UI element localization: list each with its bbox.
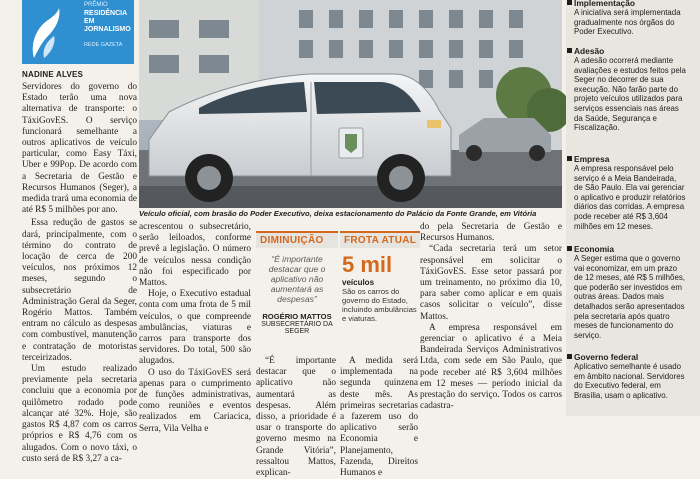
paragraph: Servidores do governo do Estado terão uma nova alternativa de transporte: o TáxiGovES. O serviço funcionará semelhante a outros aplicativos de veículo particular, como Easy Táxi, Uber e 99Pop. De acordo com a Secretaria de Gestão e Recursos Humanos (Seger), a medida trará uma economia de até R$ 5 milhões por ano. xyxy=(22,82,137,216)
award-badge xyxy=(22,0,134,64)
paragraph: A empresa responsável em gerenciar o aplicativo é a Meia Bandeirada Serviços Administrativos Ltda, com sede em São Paulo, que pode receber até R$ 3,604 milhões em 12 meses — período inicial da prestação do serviço. Todos os carros cadastra- xyxy=(420,322,562,412)
sidebar-text: A iniciativa será implementada gradualmente nos órgãos do Poder Executivo. xyxy=(574,8,681,37)
sidebar-heading: Economia xyxy=(566,244,686,254)
sidebar-heading: Adesão xyxy=(566,46,686,56)
pull-quote-heading: DIMINUIÇÃO xyxy=(256,231,338,248)
sidebar-item xyxy=(566,46,686,133)
sidebar-text: A adesão ocorrerá mediante avaliações e estudos feitos pela Seger no decorrer de sua execução. Não farão parte do projeto veículos utilizados para serviços essenciais nas áreas da Saúde, Segurança e Fiscalização. xyxy=(574,56,686,133)
article-column-1 xyxy=(22,82,137,465)
pull-quote-author: ROGÉRIO MATTOS xyxy=(262,312,332,321)
sidebar-item xyxy=(566,154,686,231)
sidebar-heading: Governo federal xyxy=(566,352,686,362)
sidebar-item xyxy=(566,244,686,340)
fleet-description: São os carros do governo do Estado, incluindo ambulâncias e viaturas. xyxy=(342,287,417,323)
sidebar-item xyxy=(566,352,686,400)
sidebar-item xyxy=(566,0,686,37)
article-column-3 xyxy=(256,356,336,479)
paragraph: Essa redução de gastos se dará, principalmente, com o término do contrato de locação de cerca de 200 veículos, nos próximos 12 meses, segundo o subsecretário de Administração Geral da Seger, Rogério Mattos. Também entram no cálculo as despesas com combustível, manutenção e contratação de motoristas terceirizados. xyxy=(22,218,137,363)
article-column-4 xyxy=(340,356,418,479)
sidebar-text: Aplicativo semelhante é usado em âmbito nacional. Servidores do Executivo federal, em Brasília, usam o aplicativo. xyxy=(574,362,685,400)
photo-caption: Veículo oficial, com brasão do Poder Executivo, deixa estacionamento do Palácio da Fonte Grande, em Vitória xyxy=(139,209,537,218)
paragraph: Um estudo realizado previamente pela secretaria concluiu que a economia por quilômetro rodado pode alcançar até 32%. Hoje, são gastos R$ 4,87 com os carros próprios e R$ 4,76 com os alugados. Com o novo táxi, o custo será de R$ 3,27 a ca- xyxy=(22,364,137,464)
article-column-5 xyxy=(420,222,562,412)
fleet-heading: FROTA ATUAL xyxy=(340,231,420,248)
sidebar-text: A empresa responsável pelo serviço é a Meia Bandeirada, de São Paulo. Ela vai gerenciar o aplicativo e produzir relatórios diários das corridas. A empresa pode receber até R$ 3,604 milhões em 12 meses. xyxy=(574,164,686,231)
sidebar-heading: Empresa xyxy=(566,154,686,164)
paragraph: O uso do TáxiGovES será apenas para o cumprimento de funções administrativas, como reuniões e eventos realizados em Cariacica, Serra, Vila Velha e xyxy=(139,367,251,434)
paragraph: A medida será implementada na segunda quinzena deste mês. As primeiras secretarias a fazerem uso do aplicativo serão Economia e Planejamento, Fazenda, Direitos Humanos e xyxy=(340,356,418,479)
swirl-logo-icon xyxy=(28,6,62,60)
article-photo xyxy=(139,0,562,208)
paragraph: “Cada secretaria terá um setor responsável em solicitar o TáxiGovES. Esse setor passará por um treinamento, no próximo dia 10, para saber como aplicar e em quais casos solicitar o veículo”, disse Mattos. xyxy=(420,244,562,322)
award-title: RESIDÊNCIA EM JORNALISMO xyxy=(84,10,131,33)
fleet-unit: veículos xyxy=(342,278,375,287)
fleet-fact-box xyxy=(340,231,420,323)
sidebar-text: A Seger estima que o governo vai economizar, em um prazo de 12 meses, até R$ 5 milhões, que poderão ser investidos em outras áreas. Dados mais detalhados serão apresentados pela secretaria após quatro meses de funcionamento do serviço. xyxy=(574,254,685,340)
paragraph: do pela Secretaria de Gestão e Recursos Humanos. xyxy=(420,222,562,244)
byline: NADINE ALVES xyxy=(22,70,84,79)
paragraph: Hoje, o Executivo estadual conta com uma frota de 5 mil veículos, o que compreende ambulâncias, viaturas e carros para transporte dos servidores. Do total, 500 são alugados. xyxy=(139,289,251,367)
fleet-number: 5 mil xyxy=(342,252,393,277)
article-column-2 xyxy=(139,222,251,435)
award-org: REDE GAZETA xyxy=(84,42,123,48)
paragraph: acrescentou o subsecretário, serão leiloados, conforme prevê a legislação. O número de veículos nessa condição não foi especificado por Mattos. xyxy=(139,222,251,289)
award-label: PRÊMIO xyxy=(84,2,108,8)
car-photo-illustration xyxy=(139,0,562,208)
sidebar-heading: Implementação xyxy=(566,0,686,8)
paragraph: “É importante destacar que o aplicativo não aumentará as despesas. Além disso, a prioridade é usar o transporte do governo mesmo na Grande Vitória”, ressaltou Mattos, explican- xyxy=(256,356,336,479)
pull-quote-text: “É importante destacar que o aplicativo não aumentará as despesas” xyxy=(268,254,326,304)
pull-quote-role: SUBSECRETÁRIO DA SEGER xyxy=(261,321,333,335)
pull-quote-box xyxy=(256,231,338,335)
